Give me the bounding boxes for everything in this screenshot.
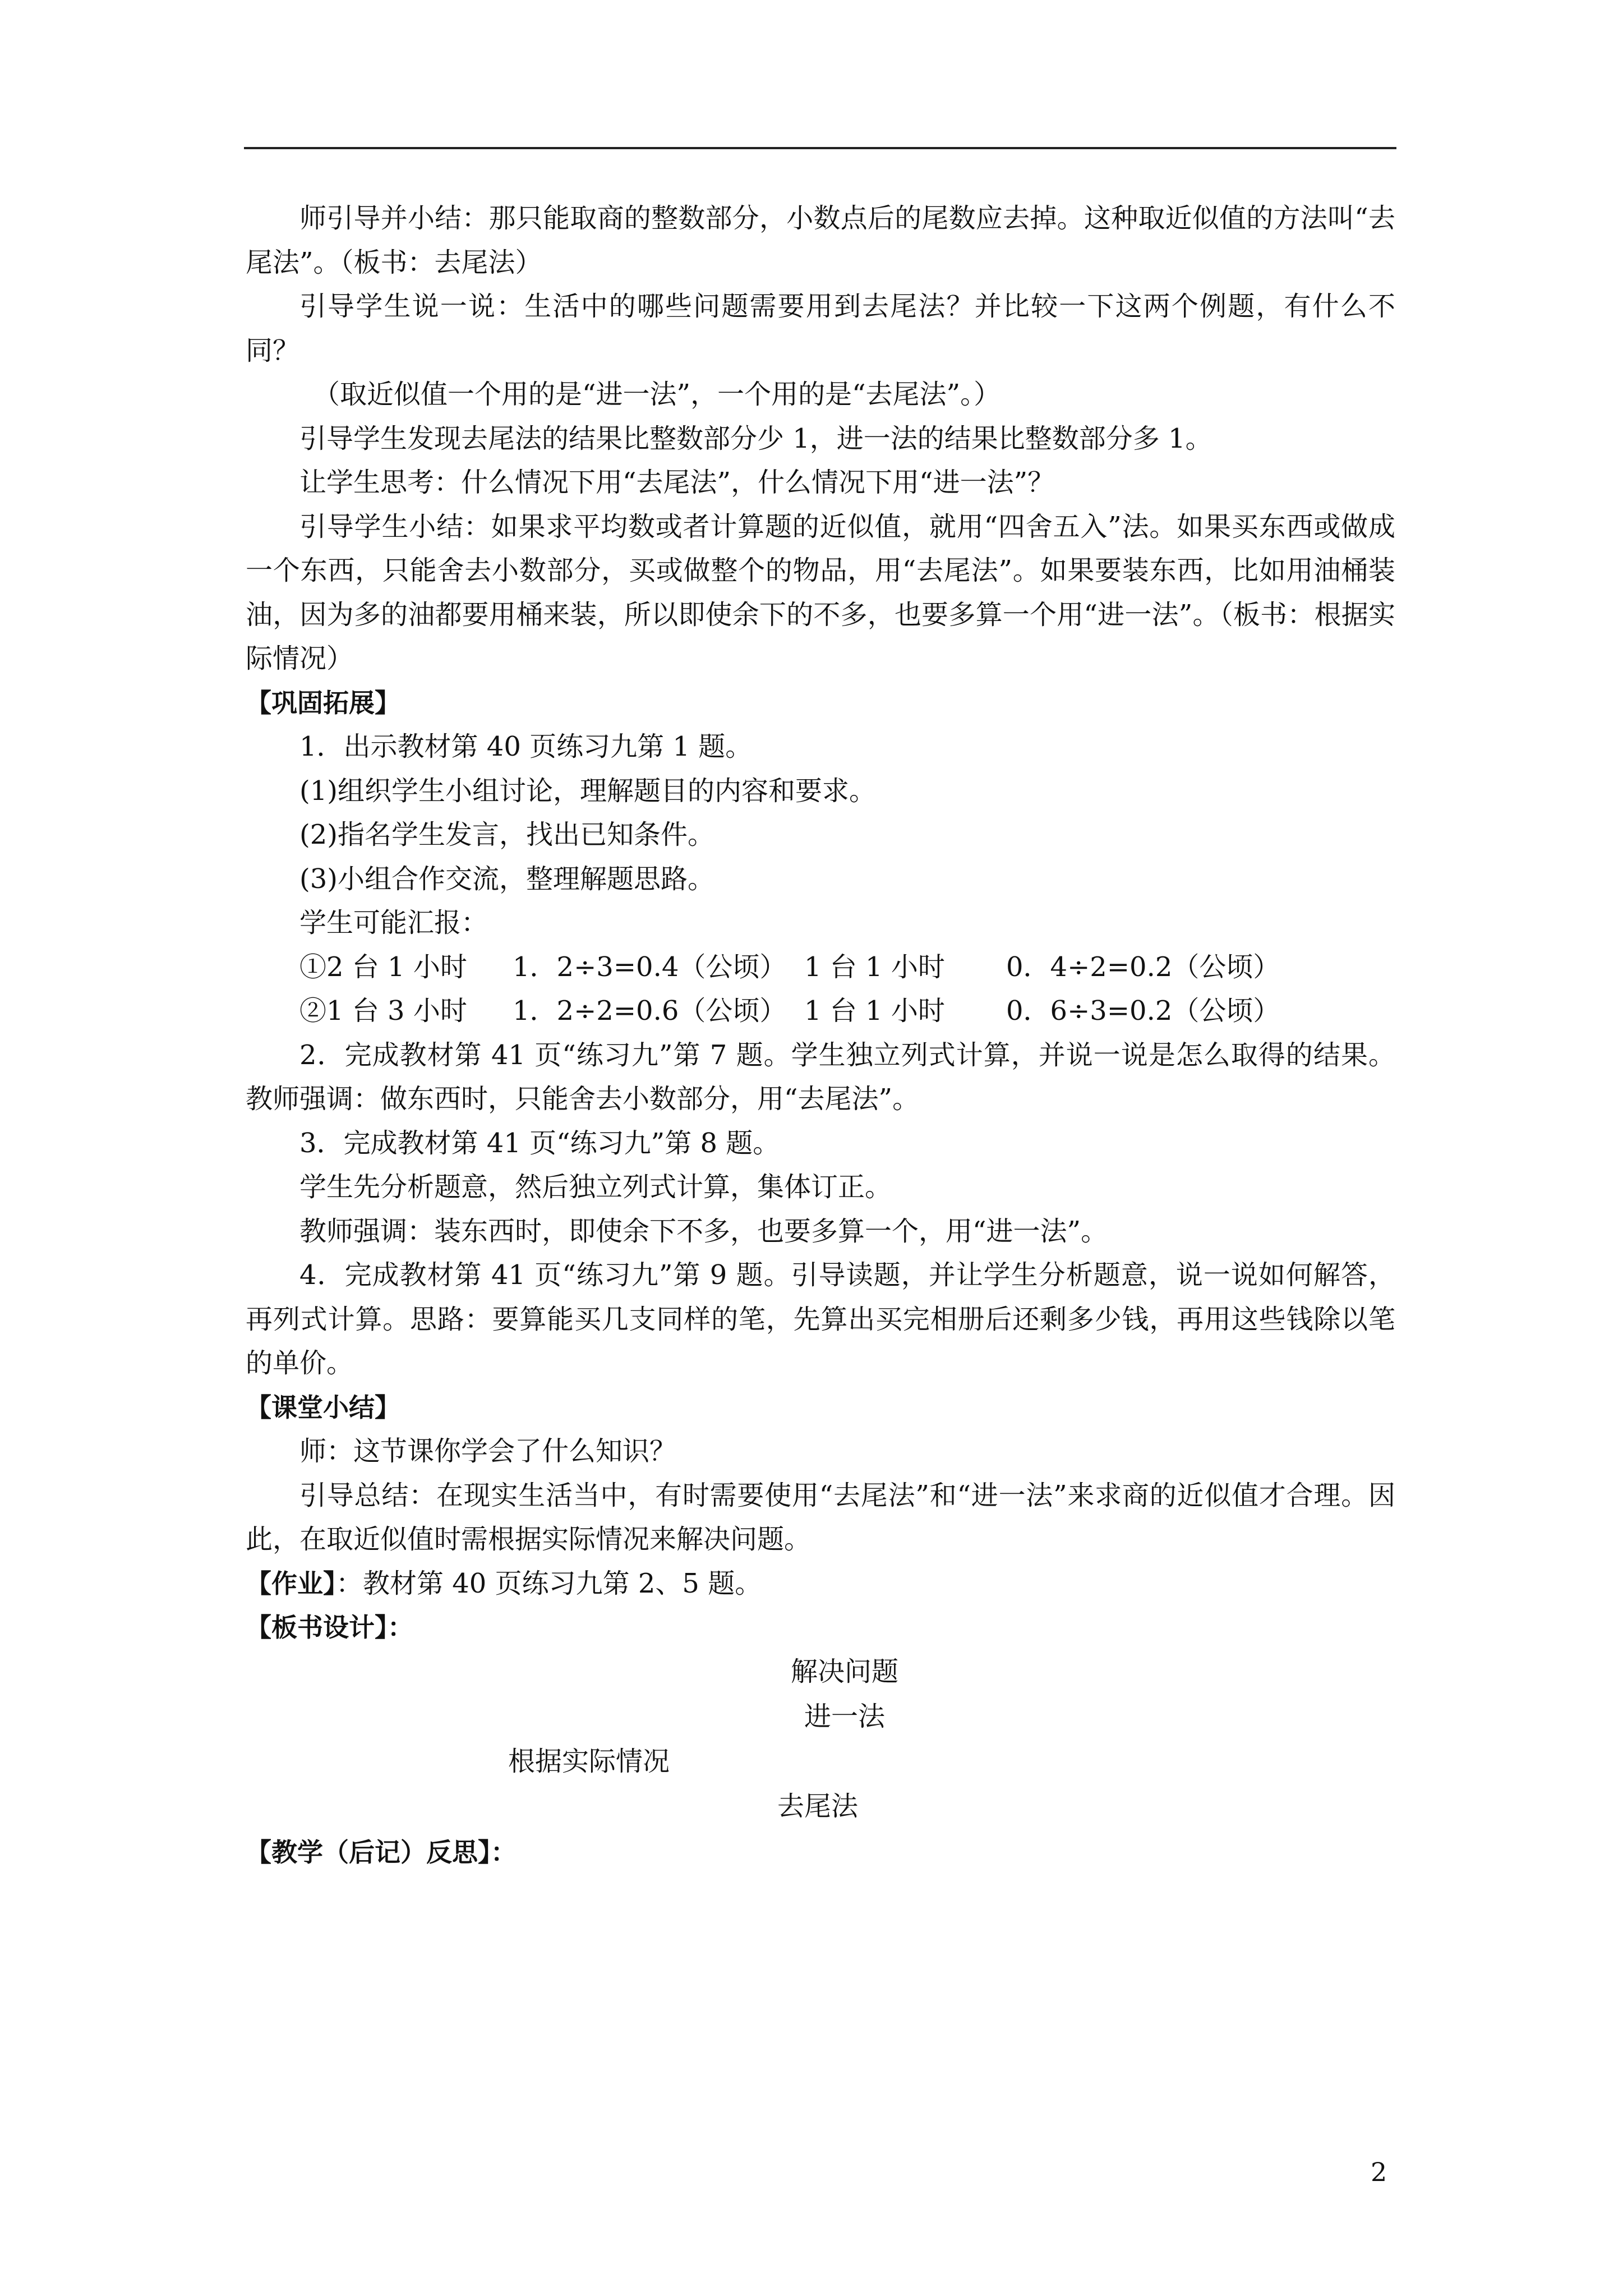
- board-title: 解决问题: [791, 1655, 899, 1687]
- report-cell: 1 台 1 小时: [804, 951, 945, 983]
- report-cell: 1．2÷2=0.6（公顷）: [513, 995, 787, 1027]
- paragraph: 引导学生小结：如果求平均数或者计算题的近似值，就用“四舍五入”法。如果买东西或做成一个东西，只能舍去小数部分，买或做整个的物品，用“去尾法”。如果要装东西，比如用油桶装油，因为多的油都要用桶来装，所以即使余下的不多，也要多算一个用“进一法”。（板书：根据实际情况）: [246, 510, 1395, 674]
- report-cell: 1 台 1 小时: [804, 995, 945, 1027]
- exercise-item: 4．完成教材第 41 页“练习九”第 9 题。引导读题，并让学生分析题意，说一说如何解答，再列式计算。思路：要算能买几支同样的笔，先算出买完相册后还剩多少钱，再用这些钱除以笔的单价。: [246, 1259, 1395, 1379]
- paragraph: 引导学生说一说：生活中的哪些问题需要用到去尾法？并比较一下这两个例题，有什么不同？: [246, 291, 1395, 366]
- board-design: [246, 1650, 1395, 1874]
- report-cell: 0．4÷2=0.2（公顷）: [1006, 951, 1280, 983]
- exercise-step: (2)指名学生发言，找出已知条件。: [299, 819, 714, 850]
- exercise-step: (1)组织学生小组讨论，理解题目的内容和要求。: [299, 775, 876, 807]
- paragraph: 学生可能汇报：: [299, 907, 488, 938]
- homework-text: ：教材第 40 页练习九第 2、5 题。: [336, 1567, 762, 1599]
- board-method-up: 进一法: [804, 1700, 886, 1732]
- paragraph: （取近似值一个用的是“进一法”，一个用的是“去尾法”。）: [313, 379, 1001, 410]
- paragraph: 学生先分析题意，然后独立列式计算，集体订正。: [299, 1171, 892, 1203]
- paragraph: 引导学生发现去尾法的结果比整数部分少 1，进一法的结果比整数部分多 1。: [299, 422, 1212, 454]
- report-row: [246, 989, 1395, 1033]
- homework-line: [246, 1562, 1395, 1606]
- board-method-down: 去尾法: [777, 1790, 859, 1822]
- page-content: [246, 196, 1395, 1874]
- report-cell: 1．2÷3=0.4（公顷）: [513, 951, 787, 983]
- header-rule: [244, 147, 1396, 149]
- paragraph: 师：这节课你学会了什么知识？: [299, 1435, 677, 1467]
- paragraph: 师引导并小结：那只能取商的整数部分，小数点后的尾数应去掉。这种取近似值的方法叫“去尾法”。（板书：去尾法）: [246, 203, 1395, 278]
- section-heading-reflection: 【教学（后记）反思】：: [246, 1837, 517, 1867]
- paragraph: 教师强调：装东西时，即使余下不多，也要多算一个，用“进一法”。: [299, 1215, 1108, 1247]
- exercise-item: 3．完成教材第 41 页“练习九”第 8 题。: [299, 1127, 780, 1159]
- homework-label: 【作业】: [246, 1568, 336, 1599]
- section-heading-board: 【板书设计】：: [246, 1612, 413, 1642]
- paragraph: 让学生思考：什么情况下用“去尾法”，什么情况下用“进一法”？: [299, 467, 1055, 498]
- report-row: [246, 945, 1395, 990]
- page-number: 2: [1371, 2157, 1387, 2187]
- report-cell: ①2 台 1 小时: [299, 951, 467, 983]
- paragraph: 引导总结：在现实生活当中，有时需要使用“去尾法”和“进一法”来求商的近似值才合理。因此，在取近似值时需根据实际情况来解决问题。: [246, 1479, 1395, 1555]
- board-basis: 根据实际情况: [508, 1745, 670, 1777]
- report-cell: 0．6÷3=0.2（公顷）: [1006, 995, 1280, 1027]
- exercise-step: (3)小组合作交流，整理解题思路。: [299, 863, 714, 895]
- section-heading-summary: 【课堂小结】: [246, 1392, 400, 1423]
- exercise-item: 2．完成教材第 41 页“练习九”第 7 题。学生独立列式计算，并说一说是怎么取得的结果。教师强调：做东西时，只能舍去小数部分，用“去尾法”。: [246, 1039, 1395, 1115]
- exercise-item: 1．出示教材第 40 页练习九第 1 题。: [299, 731, 753, 762]
- section-heading-consolidate: 【巩固拓展】: [246, 687, 400, 718]
- report-cell: ②1 台 3 小时: [299, 995, 467, 1027]
